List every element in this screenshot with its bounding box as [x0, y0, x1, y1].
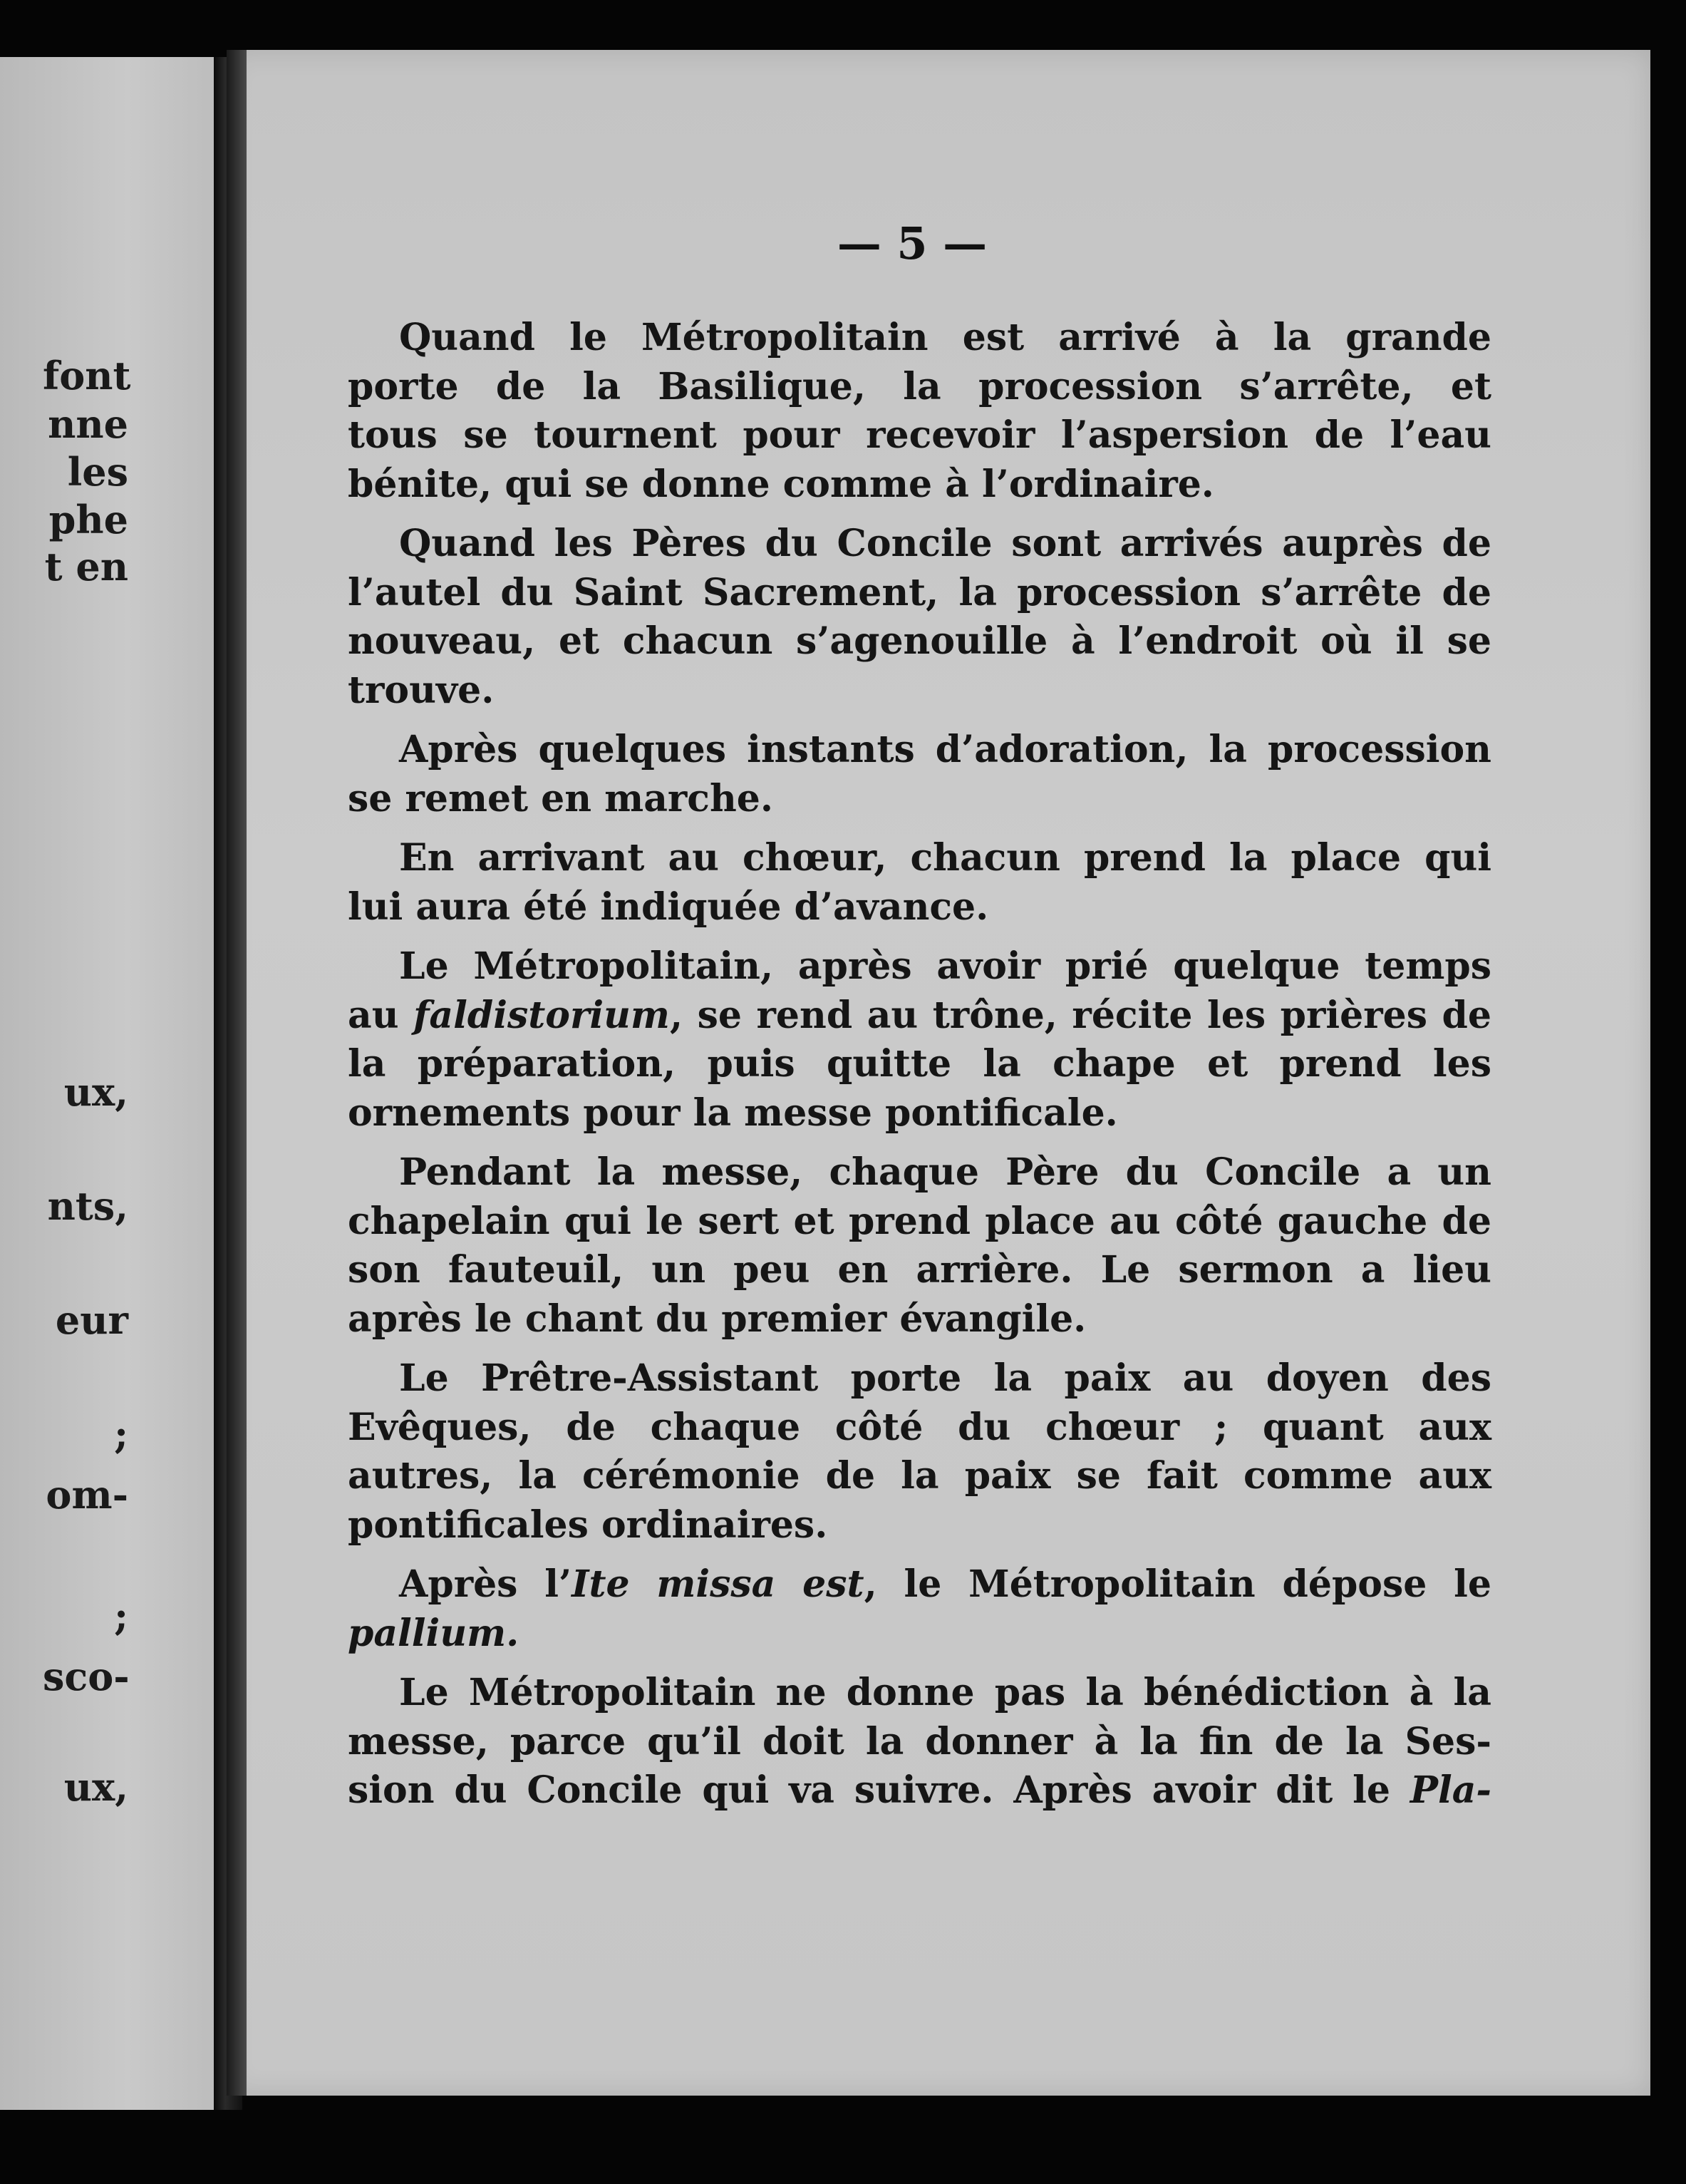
paragraph — [348, 1148, 1491, 1344]
page-number: — 5 — — [837, 217, 988, 269]
text-line: l’autel du Saint Sacrement, la procession s’arrête de — [348, 570, 1491, 614]
text-line: Le Métropolitain, après avoir prié quelque temps — [399, 944, 1491, 988]
italic-term: Pla- — [1410, 1768, 1491, 1812]
text-line: Quand les Pères du Concile sont arrivés auprès de — [399, 522, 1491, 565]
page-body — [348, 314, 1491, 1826]
margin-fragment: les — [67, 449, 128, 495]
text-line: Pendant la messe, chaque Père du Concile a un — [399, 1150, 1491, 1194]
italic-term: pallium. — [348, 1611, 519, 1655]
text-line: son fauteuil, un peu en arrière. Le sermon a lieu — [348, 1248, 1491, 1292]
text-line: se remet en marche. — [348, 776, 773, 820]
page-edge-shadow — [227, 50, 247, 2096]
text-line: Après quelques instants d’adoration, la procession — [399, 728, 1491, 771]
margin-fragment: sco- — [43, 1654, 130, 1699]
text-line: la préparation, puis quitte la chape et prend les — [348, 1042, 1491, 1086]
margin-fragment: om- — [46, 1472, 128, 1518]
margin-fragment: eur — [55, 1297, 128, 1343]
margin-fragment: ux, — [63, 1069, 128, 1115]
italic-term: faldistorium — [413, 993, 670, 1037]
paragraph — [348, 520, 1491, 715]
text-line — [348, 1609, 1491, 1659]
text-line: lui aura été indiquée d’avance. — [348, 885, 989, 929]
paragraph — [348, 942, 1491, 1138]
text-line: nouveau, et chacun s’agenouille à l’endroit où il se — [348, 619, 1491, 663]
paragraph — [348, 314, 1491, 509]
text-line: pontificales ordinaires. — [348, 1503, 828, 1547]
text-line: après le chant du premier évangile. — [348, 1297, 1087, 1341]
text-line: En arrivant au chœur, chacun prend la place qui — [399, 836, 1491, 880]
margin-fragment: nts, — [47, 1183, 128, 1229]
text-line: trouve. — [348, 668, 495, 712]
text-line: ornements pour la messe pontificale. — [348, 1091, 1118, 1135]
margin-fragment: font — [43, 353, 131, 398]
paragraph — [348, 1669, 1491, 1815]
margin-fragment: t en — [44, 544, 128, 589]
text-line: messe, parce qu’il doit la donner à la fin de la Ses- — [348, 1719, 1491, 1763]
text-line: Le Prêtre-Assistant porte la paix au doyen des — [399, 1356, 1491, 1400]
paragraph — [348, 834, 1491, 932]
text-line: au faldistorium, se rend au trône, récite les prières de — [348, 993, 1492, 1037]
margin-fragment: ux, — [63, 1764, 128, 1810]
text-line: Après l’Ite missa est, le Métropolitain dépose le — [399, 1562, 1491, 1606]
margin-fragment: ; — [114, 1411, 128, 1457]
italic-term: Ite missa est — [572, 1562, 864, 1606]
text-line: Evêques, de chaque côté du chœur ; quant aux — [348, 1405, 1491, 1449]
previous-page-fragment — [0, 57, 214, 2110]
text-line: sion du Concile qui va suivre. Après avoir dit le Pla- — [348, 1768, 1491, 1812]
paragraph — [348, 1354, 1491, 1550]
text-line: autres, la cérémonie de la paix se fait comme aux — [348, 1454, 1491, 1498]
margin-fragment: nne — [48, 401, 128, 447]
paragraph — [348, 726, 1491, 823]
margin-fragment: ; — [114, 1593, 128, 1639]
text-line: tous se tournent pour recevoir l’aspersion de l’eau — [348, 413, 1491, 457]
text-line: chapelain qui le sert et prend place au côté gauche de — [348, 1199, 1491, 1243]
margin-fragment: phe — [48, 497, 128, 542]
text-line: Le Métropolitain ne donne pas la bénédiction à la — [399, 1671, 1491, 1714]
paragraph — [348, 1560, 1491, 1658]
text-line: Quand le Métropolitain est arrivé à la grande — [399, 316, 1491, 359]
text-line: bénite, qui se donne comme à l’ordinaire. — [348, 462, 1214, 506]
text-line: porte de la Basilique, la procession s’arrête, et — [348, 364, 1491, 408]
